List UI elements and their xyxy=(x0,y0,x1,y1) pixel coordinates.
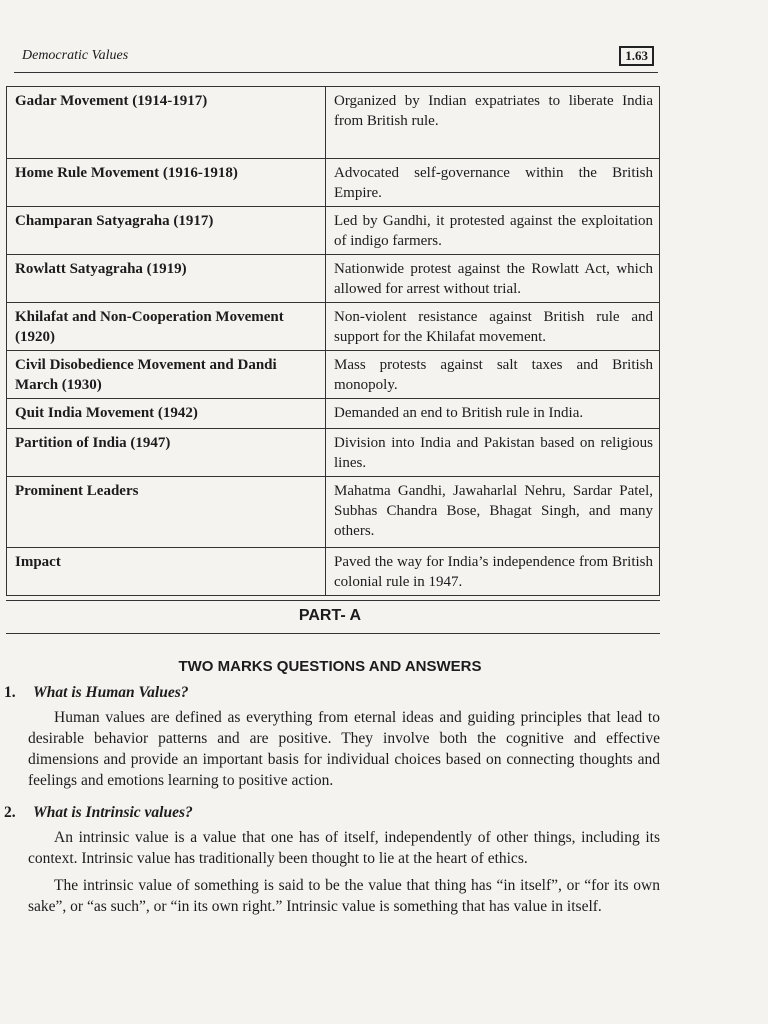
question-block xyxy=(6,682,660,791)
description-cell: Division into India and Pakistan based on religious lines. xyxy=(326,429,660,477)
event-cell: Rowlatt Satyagraha (1919) xyxy=(7,255,326,303)
header-rule xyxy=(14,72,658,73)
description-cell: Paved the way for India’s independence from British colonial rule in 1947. xyxy=(326,548,660,596)
part-rule-bottom xyxy=(6,633,660,634)
section-heading: TWO MARKS QUESTIONS AND ANSWERS xyxy=(178,658,482,675)
event-cell: Impact xyxy=(7,548,326,596)
answer-paragraph: The intrinsic value of something is said to be the value that thing has “in itself”, or “for its own sake”, or “as such”, or “in its own right.” Intrinsic value is something that has value in itself. xyxy=(28,877,660,915)
part-heading: PART- A xyxy=(298,607,362,624)
description-cell: Advocated self-governance within the British Empire. xyxy=(326,159,660,207)
table-row xyxy=(7,399,660,429)
table-row xyxy=(7,548,660,596)
page-number: 1.63 xyxy=(619,46,654,66)
event-cell: Quit India Movement (1942) xyxy=(7,399,326,429)
question-text: What is Intrinsic values? xyxy=(33,804,193,821)
event-cell: Partition of India (1947) xyxy=(7,429,326,477)
event-cell: Champaran Satyagraha (1917) xyxy=(7,207,326,255)
table-row xyxy=(7,207,660,255)
question xyxy=(6,802,660,823)
description-cell: Mass protests against salt taxes and British monopoly. xyxy=(326,351,660,399)
description-cell: Mahatma Gandhi, Jawaharlal Nehru, Sardar Patel, Subhas Chandra Bose, Bhagat Singh, and many others. xyxy=(326,477,660,548)
table-row xyxy=(7,255,660,303)
question-number: 2. xyxy=(4,804,16,821)
table-row xyxy=(7,87,660,159)
question xyxy=(6,682,660,703)
table-row xyxy=(7,159,660,207)
movements-table xyxy=(6,86,660,596)
event-cell: Home Rule Movement (1916-1918) xyxy=(7,159,326,207)
description-cell: Nationwide protest against the Rowlatt Act, which allowed for arrest without trial. xyxy=(326,255,660,303)
table-row xyxy=(7,351,660,399)
question-block xyxy=(6,802,660,917)
page-header xyxy=(22,46,654,70)
question-text: What is Human Values? xyxy=(33,684,189,701)
event-cell: Gadar Movement (1914-1917) xyxy=(7,87,326,159)
answer-paragraph: Human values are defined as everything from eternal ideas and guiding principles that lead to desirable behavior patterns and are positive. They involve both the cognitive and effective dimensions and provide an important basis for individual choices based on connecting thoughts and feelings and emotions learning to positive action. xyxy=(28,709,660,789)
description-cell: Demanded an end to British rule in India. xyxy=(326,399,660,429)
description-cell: Non-violent resistance against British rule and support for the Khilafat movement. xyxy=(326,303,660,351)
event-cell: Civil Disobedience Movement and Dandi March (1930) xyxy=(7,351,326,399)
table-row xyxy=(7,303,660,351)
description-cell: Organized by Indian expatriates to liberate India from British rule. xyxy=(326,87,660,159)
table-row xyxy=(7,429,660,477)
description-cell: Led by Gandhi, it protested against the exploitation of indigo farmers. xyxy=(326,207,660,255)
event-cell: Khilafat and Non-Cooperation Movement (1920) xyxy=(7,303,326,351)
answer-paragraph: An intrinsic value is a value that one has of itself, independently of other things, including its context. Intrinsic value has traditionally been thought to lie at the heart of ethics. xyxy=(28,829,660,867)
running-title: Democratic Values xyxy=(22,48,129,63)
table-row xyxy=(7,477,660,548)
event-cell: Prominent Leaders xyxy=(7,477,326,548)
part-rule-top xyxy=(6,600,660,601)
question-number: 1. xyxy=(4,684,16,701)
